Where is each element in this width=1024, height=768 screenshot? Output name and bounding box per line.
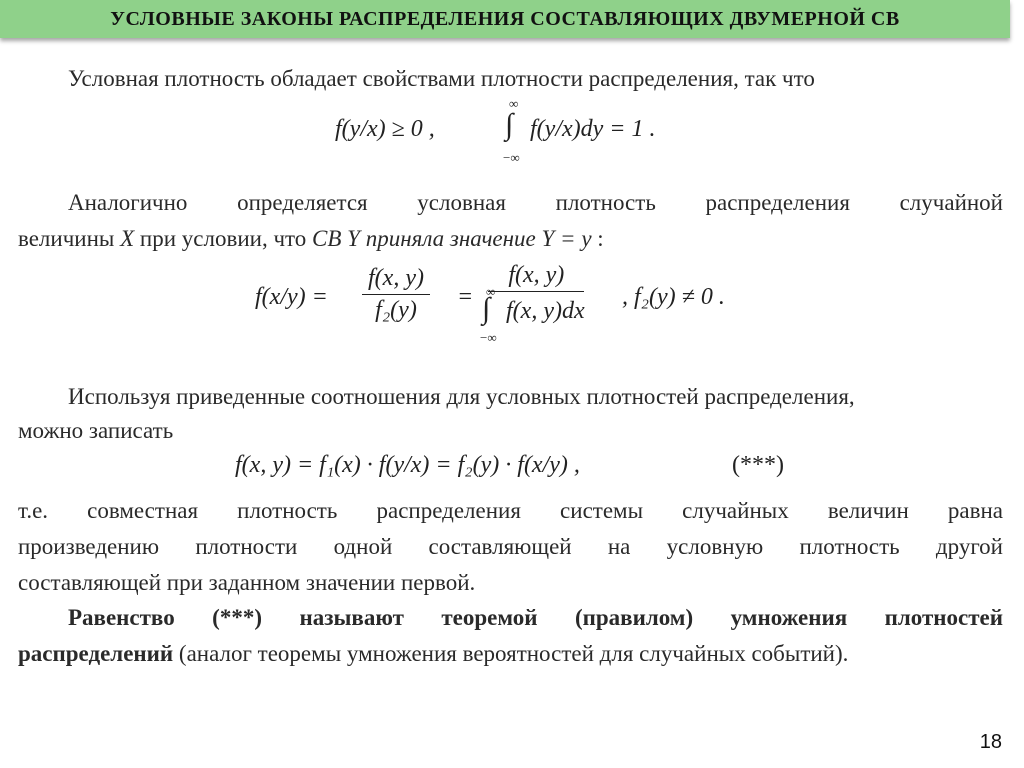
paragraph-2-line-1: Аналогично определяется условная плотность распределения случайной (68, 190, 1003, 215)
paragraph-4-line-2: произведению плотности одной составляющей на условную плотность другой (18, 534, 1003, 559)
formula-2-fraction-2 (480, 262, 591, 345)
para2-var-x: X (120, 226, 135, 251)
fraction-2-denominator (480, 284, 591, 345)
formula-3-expression: f(x, y) = f₁(x) · f(y/x) = f₂(y) · f(x/y) , (235, 452, 580, 478)
para2-text-c: СВ Y приняла значение Y = y (312, 226, 592, 251)
slide-title-bar (0, 0, 1010, 38)
integral-2-lower-limit: −∞ (480, 330, 497, 345)
formula-2-lhs: f(x/y) = (255, 284, 328, 310)
integral-lower-limit: −∞ (503, 150, 520, 165)
formula-2-condition: , f₂(y) ≠ 0 . (622, 284, 725, 310)
paragraph-4-line-1: т.е. совместная плотность распределения системы случайных величин равна (18, 498, 1003, 523)
fraction-2-den-text: f(x, y)dx (506, 298, 585, 324)
paragraph-1: Условная плотность обладает свойствами плотности распределения, так что (68, 66, 815, 91)
para2-text-d: : (591, 226, 604, 251)
integral-sign: ∫ (505, 108, 514, 141)
fraction-1-denominator: f₂(y) (375, 297, 417, 323)
para5-bold-term: распределений (18, 641, 174, 666)
integral-2-upper-limit: ∞ (486, 284, 496, 299)
paragraph-3-line-2: можно записать (18, 418, 174, 443)
formula-1-right: f(y/x)dy = 1 . (530, 116, 656, 142)
formula-3-tag: (***) (732, 452, 784, 478)
paragraph-5-line-1: Равенство (***) называют теоремой (правилом) умножения плотностей (68, 605, 1003, 630)
fraction-2-numerator: f(x, y) (488, 262, 584, 292)
para2-text-b: при условии, что (134, 226, 313, 251)
paragraph-3-line-1: Используя приведенные соотношения для условных плотностей распределения, (68, 384, 855, 409)
paragraph-2-line-2 (18, 222, 604, 256)
paragraph-5-line-2 (18, 637, 848, 671)
para2-text-a: величины (18, 226, 121, 251)
formula-2-fraction-1 (362, 265, 430, 324)
integral-sign-2: ∫ (482, 292, 491, 325)
paragraph-4-line-3: составляющей при заданном значении первой. (18, 570, 476, 595)
formula-2-equals: = (457, 284, 474, 310)
page-number: 18 (979, 731, 1002, 753)
formula-1-integral (503, 96, 520, 165)
integral-upper-limit: ∞ (509, 96, 519, 111)
fraction-1-numerator: f(x, y) (362, 265, 430, 295)
slide-title: УСЛОВНЫЕ ЗАКОНЫ РАСПРЕДЕЛЕНИЯ СОСТАВЛЯЮЩИХ ДВУМЕРНОЙ СВ (110, 7, 900, 30)
para5-rest: (аналог теоремы умножения вероятностей для случайных событий). (173, 641, 849, 666)
formula-1-left: f(y/x) ≥ 0 , (335, 116, 435, 142)
